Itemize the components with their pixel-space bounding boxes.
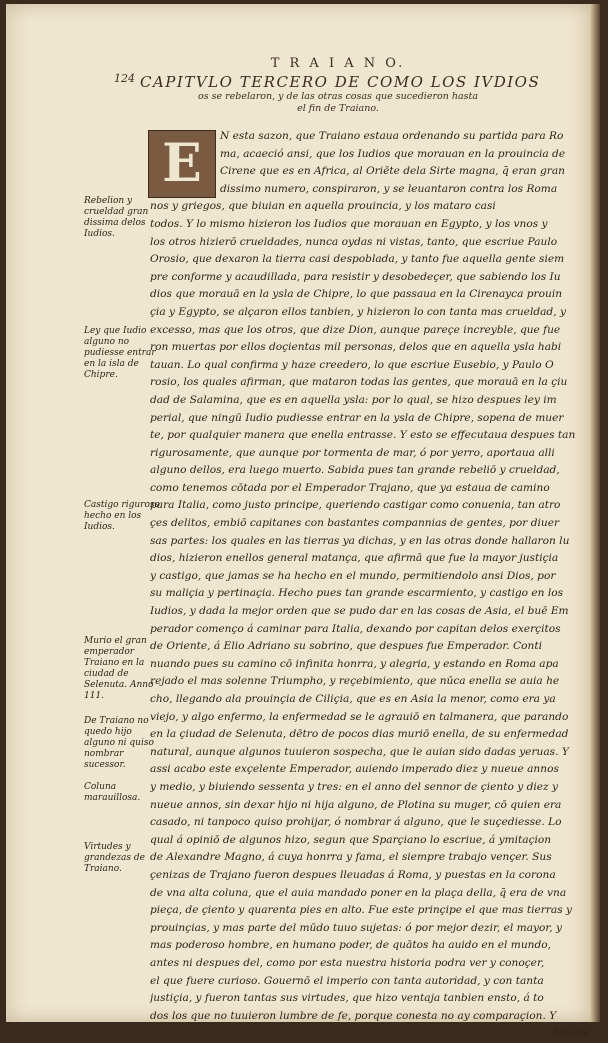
text-line: rosio, los quales afirman, que mataron todas las gentes, que morauā en la çiu bbox=[150, 376, 568, 389]
folio-number: 124 bbox=[114, 72, 135, 85]
running-head: T R A I A N O. bbox=[270, 56, 406, 71]
margin-note: Rebelion y crueldad gran dissima delos Iudios. bbox=[84, 196, 149, 239]
text-line: justiçia, y fueron tantas sus virtudes, que hizo ventaja tanbien ensto, á to bbox=[150, 992, 544, 1005]
margin-note: Castigo riguroso hecho en los Iudios. bbox=[84, 500, 160, 532]
text-line: pieça, de çiento y quarenta pies en alto. Fue este prinçipe el que mas tierras y bbox=[150, 904, 573, 917]
text-line: tauan. Lo qual confirma y haze creedero, lo que escriue Eusebio, y Paulo O bbox=[150, 358, 554, 371]
text-line: te, por qualquier manera que enella entrasse. Y esto se effecutaua despues tan bbox=[150, 429, 576, 442]
text-line: dad de Salamina, que es en aquella ysla: por lo qual, se hizo despues ley im bbox=[150, 393, 557, 406]
text-line: el que fuere curioso. Gouernō el imperio con tanta autoridad, y con tanta bbox=[150, 974, 544, 987]
text-line: los otros hizierō crueldades, nunca oydas ni vistas, tanto, que escriue Paulo bbox=[150, 235, 558, 248]
text-line: mas poderoso hombre, en humano poder, de quātos ha auido en el mundo, bbox=[150, 939, 552, 952]
text-line: de Oriente, á Elio Adriano su sobrino, que despues fue Emperador. Conti bbox=[150, 640, 542, 653]
page-header bbox=[114, 56, 558, 115]
text-line: çia y Egypto, se alçaron ellos tanbien, y hizieron lo con tanta mas crueldad, y bbox=[150, 305, 566, 318]
text-line: alguno dellos, era luego muerto. Sabida pues tan grande rebeliō y crueldad, bbox=[150, 464, 560, 477]
text-line: dios que morauā en la ysla de Chipre, lo que passaua en la Cirenayca prouin bbox=[150, 288, 563, 301]
text-line: cho, llegando ala prouinçia de Ciliçia, que es en Asia la menor, como era ya bbox=[150, 693, 556, 705]
text-line: y medio, y biuiendo sessenta y tres: en el anno del sennor de çiento y diez y bbox=[150, 780, 558, 793]
body-text bbox=[150, 128, 590, 1043]
text-line: nuando pues su camino cō infinita honrra, y alegria, y estando en Roma apa bbox=[150, 657, 559, 670]
text-line: tuuose bbox=[554, 1027, 590, 1040]
text-line: pre conforme y acaudillada, para resistir y desobedeçer, que sabiendo los Iu bbox=[150, 270, 561, 283]
margin-note: Coluna marauillosa. bbox=[84, 782, 141, 803]
text-line: sas partes: los quales en las tierras ya dichas, y en las otras donde hallaron lu bbox=[150, 534, 570, 547]
text-line: çes delitos, embiō capitanes con bastantes compannias de gentes, por diuer bbox=[150, 517, 560, 530]
text-line: ma, acaeció ansi, que los Iudios que morauan en la prouincia de bbox=[220, 147, 566, 160]
text-line: nos y griegos, que biuian en aquella prouincia, y los mataro casi bbox=[150, 200, 496, 213]
text-line: casado, ni tanpoco quiso prohijar, ó nombrar á alguno, que le suçediesse. Lo bbox=[150, 816, 562, 829]
text-line: en la çiudad de Selenuta, dētro de pocos dias muriō enella, de su enfermedad bbox=[150, 728, 569, 741]
text-line: excesso, mas que los otros, que dize Dion, aunque pareçe increyble, que fue bbox=[150, 323, 561, 336]
text-line: su maliçia y pertinaçia. Hecho pues tan grande escarmiento, y castigo en los bbox=[150, 587, 564, 600]
text-line: qual á opiniō de algunos hizo, segun que Sparçiano lo escriue, á ymitaçion bbox=[150, 833, 552, 846]
text-line: dissimo numero, conspiraron, y se leuantaron contra los Roma bbox=[220, 182, 558, 195]
text-line: ron muertas por ellos doçientas mil personas, delos que en aquella ysla habi bbox=[150, 341, 562, 354]
margin-note: De Traiano no quedo hijo alguno ni quiso nombrar sucessor. bbox=[84, 716, 154, 770]
text-line: natural, aunque algunos tuuieron sospecha, que le auian sido dadas yeruas. Y bbox=[150, 745, 569, 758]
text-line: perial, que ningū Iudio pudiesse entrar en la ysla de Chipre, sopena de muer bbox=[150, 411, 564, 424]
text-line: de vna alta coluna, que el auia mandado poner en la plaça della, q̄ era de vna bbox=[150, 886, 567, 899]
text-line: prouinçias, y mas parte del mūdo tuuo sujetas: ó por mejor dezir, el mayor, y bbox=[150, 921, 563, 934]
margin-note: Virtudes y grandezas de Traiano. bbox=[84, 842, 145, 874]
text-line: assi acabo este exçelente Emperador, auiendo imperado diez y nueue annos bbox=[150, 763, 559, 776]
text-line: todos. Y lo mismo hizieron los Iudios que morauan en Egypto, y los vnos y bbox=[150, 217, 548, 230]
text-line: çenizas de Trajano fueron despues lleuadas á Roma, y puestas en la corona bbox=[150, 868, 556, 881]
chapter-subtitle-line-1: os se rebelaron, y de las otras cosas que sucedieron hasta bbox=[198, 91, 478, 102]
margin-note: Murio el gran emperador Traiano en la ciudad de Selenuta. Anno 111. bbox=[84, 636, 154, 701]
text-line: dos los que no tuuieron lumbre de fe, porque conesta no ay comparaçion. Y bbox=[150, 1009, 557, 1022]
text-line: N esta sazon, que Traiano estaua ordenando su partida para Ro bbox=[220, 130, 564, 142]
text-line: Cirene que es en Africa, al Oriēte dela Sirte magna, q̄ eran gran bbox=[220, 165, 565, 178]
text-line: Orosio, que dexaron la tierra casi despoblada, y tanto fue aquella gente siem bbox=[150, 253, 565, 266]
text-line: perador començo á caminar para Italia, dexando por capitan delos exerçitos bbox=[150, 622, 561, 635]
chapter-title: CAPITVLO TERCERO DE COMO LOS IVDIOS bbox=[140, 73, 541, 91]
text-line: rigurosamente, que aunque por tormenta de mar, ó por yerro, aportaua alli bbox=[150, 446, 555, 459]
margin-note: Ley que Iudio alguno no pudiesse entrar en la isla de Chipre. bbox=[84, 326, 156, 380]
text-line: como tenemos cōtada por el Emperador Trajano, que ya estaua de camino bbox=[150, 481, 550, 494]
text-line: Iudios, y dada la mejor orden que se pudo dar en las cosas de Asia, el buē Em bbox=[150, 605, 569, 618]
page-gutter bbox=[590, 4, 600, 1022]
chapter-subtitle-line-2: el fin de Traiano. bbox=[297, 103, 379, 114]
text-line: antes ni despues del, como por esta nuestra historia podra ver y conoçer, bbox=[150, 956, 545, 969]
text-line: rejado el mas solenne Triumpho, y reçebimiento, que nūca enella se auia he bbox=[150, 675, 560, 688]
drop-cap-letter: E bbox=[162, 133, 202, 194]
text-line: nueue annos, sin dexar hijo ni hija alguno, de Plotina su muger, cō quien era bbox=[150, 798, 562, 811]
text-line: para Italia, como justo principe, queriendo castigar como conuenia, tan atro bbox=[150, 499, 561, 512]
text-line: y castigo, que jamas se ha hecho en el mundo, permitiendolo ansi Dios, por bbox=[150, 569, 556, 582]
text-line: dios, hizieron enellos general matança, que afirmā que fue la mayor justiçia bbox=[150, 552, 559, 565]
text-line: de Alexandre Magno, á cuya honrra y fama, el siempre trabajo vençer. Sus bbox=[150, 851, 552, 864]
text-line: viejo, y algo enfermo, la enfermedad se le agrauiō en talmanera, que parando bbox=[150, 710, 569, 723]
